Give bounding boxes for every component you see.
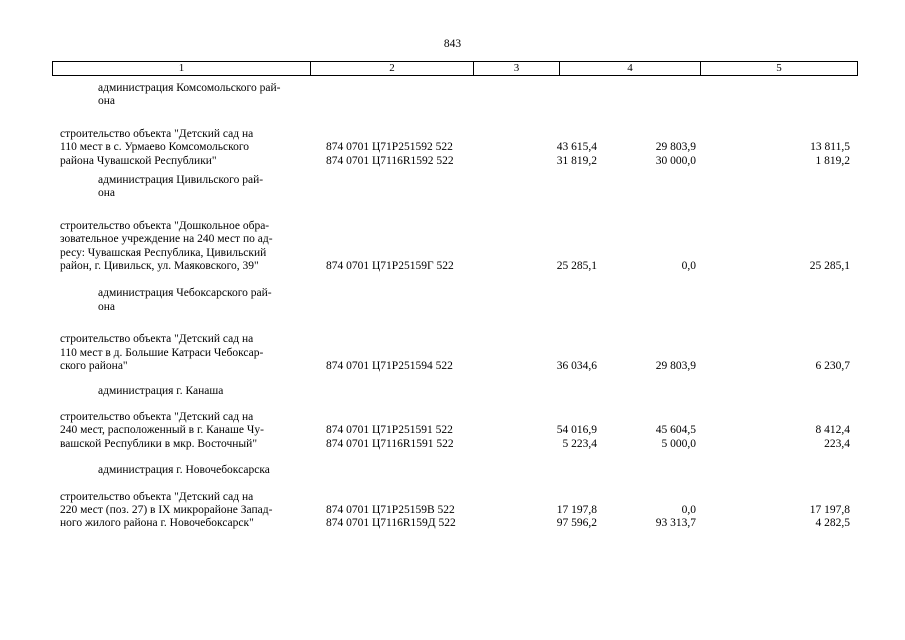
org-name: администрация г. Новочебоксарска xyxy=(98,464,270,477)
budget-code: 874 0701 Ц71P251591 522 874 0701 Ц7116R1591 522 xyxy=(326,424,454,450)
budget-code: 874 0701 Ц71P251594 522 xyxy=(326,360,453,373)
value-col-4: 0,0 xyxy=(681,260,696,273)
header-col-3: 3 xyxy=(474,62,560,75)
value-col-4: 0,0 93 313,7 xyxy=(655,503,696,530)
org-name: администрация Цивильского рай- она xyxy=(98,174,264,200)
org-row xyxy=(52,287,858,314)
value-col-3: 17 197,8 97 596,2 xyxy=(556,503,597,530)
value-col-4: 45 604,5 5 000,0 xyxy=(655,424,696,450)
object-description: строительство объекта "Детский сад на 110 мест в с. Урмаево Комсомольского района Чувашской Республики" xyxy=(60,127,254,167)
value-col-3: 25 285,1 xyxy=(556,260,597,273)
table-row xyxy=(52,491,858,531)
org-row xyxy=(52,464,858,477)
value-col-5: 6 230,7 xyxy=(815,360,850,373)
value-col-4: 29 803,9 xyxy=(655,360,696,373)
value-col-5: 13 811,5 1 819,2 xyxy=(810,141,850,167)
org-name: администрация г. Канаша xyxy=(98,384,224,397)
table-body xyxy=(52,77,858,531)
header-col-2: 2 xyxy=(311,62,474,75)
budget-code: 874 0701 Ц71P25159Г 522 xyxy=(326,260,454,273)
table-row xyxy=(52,128,858,168)
object-description: строительство объекта "Детский сад на 220 мест (поз. 27) в IX микрорайоне Запад- ного жилого района г. Новочебоксарск" xyxy=(60,490,273,530)
value-col-4: 29 803,9 30 000,0 xyxy=(655,141,696,167)
org-name: администрация Комсомольского рай- она xyxy=(98,82,281,108)
budget-code: 874 0701 Ц71P25159В 522 874 0701 Ц7116R159Д 522 xyxy=(326,503,456,530)
header-col-5: 5 xyxy=(776,62,782,74)
header-col-4: 4 xyxy=(560,62,701,75)
value-col-3: 36 034,6 xyxy=(556,360,597,373)
org-row xyxy=(52,174,858,201)
object-description: строительство объекта "Детский сад на 240 мест, расположенный в г. Канаше Чу- вашской Республики в мкр. Восточный" xyxy=(60,410,264,450)
org-name: администрация Чебоксарского рай- она xyxy=(98,287,272,313)
value-col-3: 43 615,4 31 819,2 xyxy=(556,141,597,167)
value-col-5: 8 412,4 223,4 xyxy=(815,424,850,450)
object-description: строительство объекта "Дошкольное обра- зовательное учреждение на 240 мест по ад- ресу: Чувашская Республика, Цивильский район, г. Цивильск, ул. Маяковского, 39" xyxy=(60,219,273,273)
table-row xyxy=(52,411,858,451)
budget-code: 874 0701 Ц71P251592 522 874 0701 Ц7116R1592 522 xyxy=(326,141,454,167)
page-number: 843 xyxy=(443,38,462,50)
table-row xyxy=(52,220,858,274)
table-header-row xyxy=(52,61,858,76)
header-col-1: 1 xyxy=(53,62,311,75)
org-row xyxy=(52,385,858,398)
value-col-5: 25 285,1 xyxy=(809,260,850,273)
value-col-3: 54 016,9 5 223,4 xyxy=(556,424,597,450)
org-row xyxy=(52,82,858,109)
table-row xyxy=(52,333,858,373)
object-description: строительство объекта "Детский сад на 110 мест в д. Большие Катраси Чебоксар- ского района" xyxy=(60,333,264,373)
value-col-5: 17 197,8 4 282,5 xyxy=(809,503,850,530)
